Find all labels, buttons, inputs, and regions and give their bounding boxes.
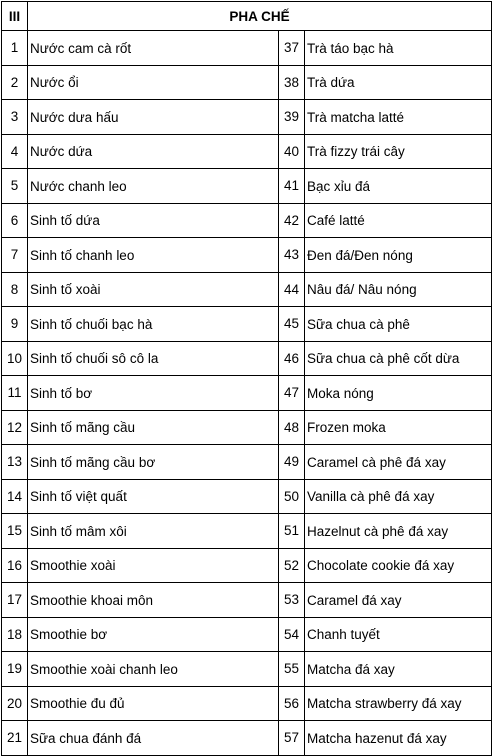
item-number: 15	[2, 514, 28, 549]
item-number: 49	[279, 445, 305, 480]
table-row	[2, 617, 492, 652]
item-name: Nâu đá/ Nâu nóng	[305, 272, 492, 307]
item-number: 54	[279, 617, 305, 652]
item-number: 14	[2, 479, 28, 514]
table-row	[2, 31, 492, 66]
item-number: 53	[279, 583, 305, 618]
item-number: 8	[2, 272, 28, 307]
item-name: Matcha strawberry đá xay	[305, 686, 492, 721]
item-name: Sinh tố dứa	[28, 203, 279, 238]
item-name: Vanilla cà phê đá xay	[305, 479, 492, 514]
table-row	[2, 479, 492, 514]
item-name: Nước cam cà rốt	[28, 31, 279, 66]
item-name: Smoothie đu đủ	[28, 686, 279, 721]
item-number: 50	[279, 479, 305, 514]
item-number: 10	[2, 341, 28, 376]
item-name: Nước dứa	[28, 134, 279, 169]
item-name: Sinh tố việt quất	[28, 479, 279, 514]
item-name: Café latté	[305, 203, 492, 238]
item-number: 46	[279, 341, 305, 376]
item-number: 48	[279, 410, 305, 445]
table-row	[2, 169, 492, 204]
table-row	[2, 65, 492, 100]
item-number: 37	[279, 31, 305, 66]
table-row	[2, 134, 492, 169]
table-row	[2, 686, 492, 721]
item-name: Nước ổi	[28, 65, 279, 100]
item-number: 1	[2, 31, 28, 66]
section-number: III	[2, 2, 28, 31]
section-header-row	[2, 2, 492, 31]
item-name: Đen đá/Đen nóng	[305, 238, 492, 273]
table-row	[2, 652, 492, 687]
item-name: Sữa chua cà phê cốt dừa	[305, 341, 492, 376]
item-name: Sinh tố chanh leo	[28, 238, 279, 273]
item-number: 45	[279, 307, 305, 342]
item-number: 57	[279, 721, 305, 756]
item-name: Smoothie khoai môn	[28, 583, 279, 618]
table-row	[2, 272, 492, 307]
table-row	[2, 514, 492, 549]
item-number: 41	[279, 169, 305, 204]
item-name: Moka nóng	[305, 376, 492, 411]
item-name: Sinh tố xoài	[28, 272, 279, 307]
item-number: 19	[2, 652, 28, 687]
section-title: PHA CHẾ	[28, 2, 492, 31]
item-number: 2	[2, 65, 28, 100]
item-number: 56	[279, 686, 305, 721]
item-name: Matcha hazenut đá xay	[305, 721, 492, 756]
item-number: 4	[2, 134, 28, 169]
item-number: 51	[279, 514, 305, 549]
item-name: Smoothie xoài	[28, 548, 279, 583]
item-name: Frozen moka	[305, 410, 492, 445]
item-number: 16	[2, 548, 28, 583]
table-row	[2, 410, 492, 445]
menu-table-body	[2, 2, 492, 756]
item-name: Trà matcha latté	[305, 100, 492, 135]
item-number: 18	[2, 617, 28, 652]
item-name: Nước chanh leo	[28, 169, 279, 204]
item-number: 12	[2, 410, 28, 445]
item-name: Smoothie bơ	[28, 617, 279, 652]
table-row	[2, 548, 492, 583]
item-name: Nước dưa hấu	[28, 100, 279, 135]
table-row	[2, 341, 492, 376]
item-number: 52	[279, 548, 305, 583]
item-number: 39	[279, 100, 305, 135]
item-name: Hazelnut cà phê đá xay	[305, 514, 492, 549]
table-row	[2, 445, 492, 480]
item-name: Caramel đá xay	[305, 583, 492, 618]
item-number: 17	[2, 583, 28, 618]
item-name: Sinh tố mãng cầu	[28, 410, 279, 445]
item-name: Trà fizzy trái cây	[305, 134, 492, 169]
table-row	[2, 376, 492, 411]
item-name: Sinh tố mãng cầu bơ	[28, 445, 279, 480]
item-name: Sinh tố bơ	[28, 376, 279, 411]
item-number: 40	[279, 134, 305, 169]
item-number: 6	[2, 203, 28, 238]
table-row	[2, 203, 492, 238]
item-number: 44	[279, 272, 305, 307]
item-name: Chocolate cookie đá xay	[305, 548, 492, 583]
table-row	[2, 100, 492, 135]
item-name: Matcha đá xay	[305, 652, 492, 687]
table-row	[2, 583, 492, 618]
item-number: 21	[2, 721, 28, 756]
item-number: 11	[2, 376, 28, 411]
item-number: 42	[279, 203, 305, 238]
item-name: Sinh tố chuối bạc hà	[28, 307, 279, 342]
item-name: Sinh tố mâm xôi	[28, 514, 279, 549]
item-number: 20	[2, 686, 28, 721]
item-number: 9	[2, 307, 28, 342]
table-row	[2, 238, 492, 273]
item-name: Caramel cà phê đá xay	[305, 445, 492, 480]
menu-table	[1, 1, 492, 756]
item-number: 55	[279, 652, 305, 687]
item-number: 38	[279, 65, 305, 100]
item-number: 7	[2, 238, 28, 273]
table-row	[2, 721, 492, 756]
item-number: 47	[279, 376, 305, 411]
item-name: Trà táo bạc hà	[305, 31, 492, 66]
item-number: 5	[2, 169, 28, 204]
item-number: 43	[279, 238, 305, 273]
item-name: Smoothie xoài chanh leo	[28, 652, 279, 687]
table-row	[2, 307, 492, 342]
item-name: Sữa chua đánh đá	[28, 721, 279, 756]
item-name: Bạc xỉu đá	[305, 169, 492, 204]
item-name: Trà dứa	[305, 65, 492, 100]
item-name: Sữa chua cà phê	[305, 307, 492, 342]
item-number: 3	[2, 100, 28, 135]
item-name: Sinh tố chuối sô cô la	[28, 341, 279, 376]
item-number: 13	[2, 445, 28, 480]
item-name: Chanh tuyết	[305, 617, 492, 652]
